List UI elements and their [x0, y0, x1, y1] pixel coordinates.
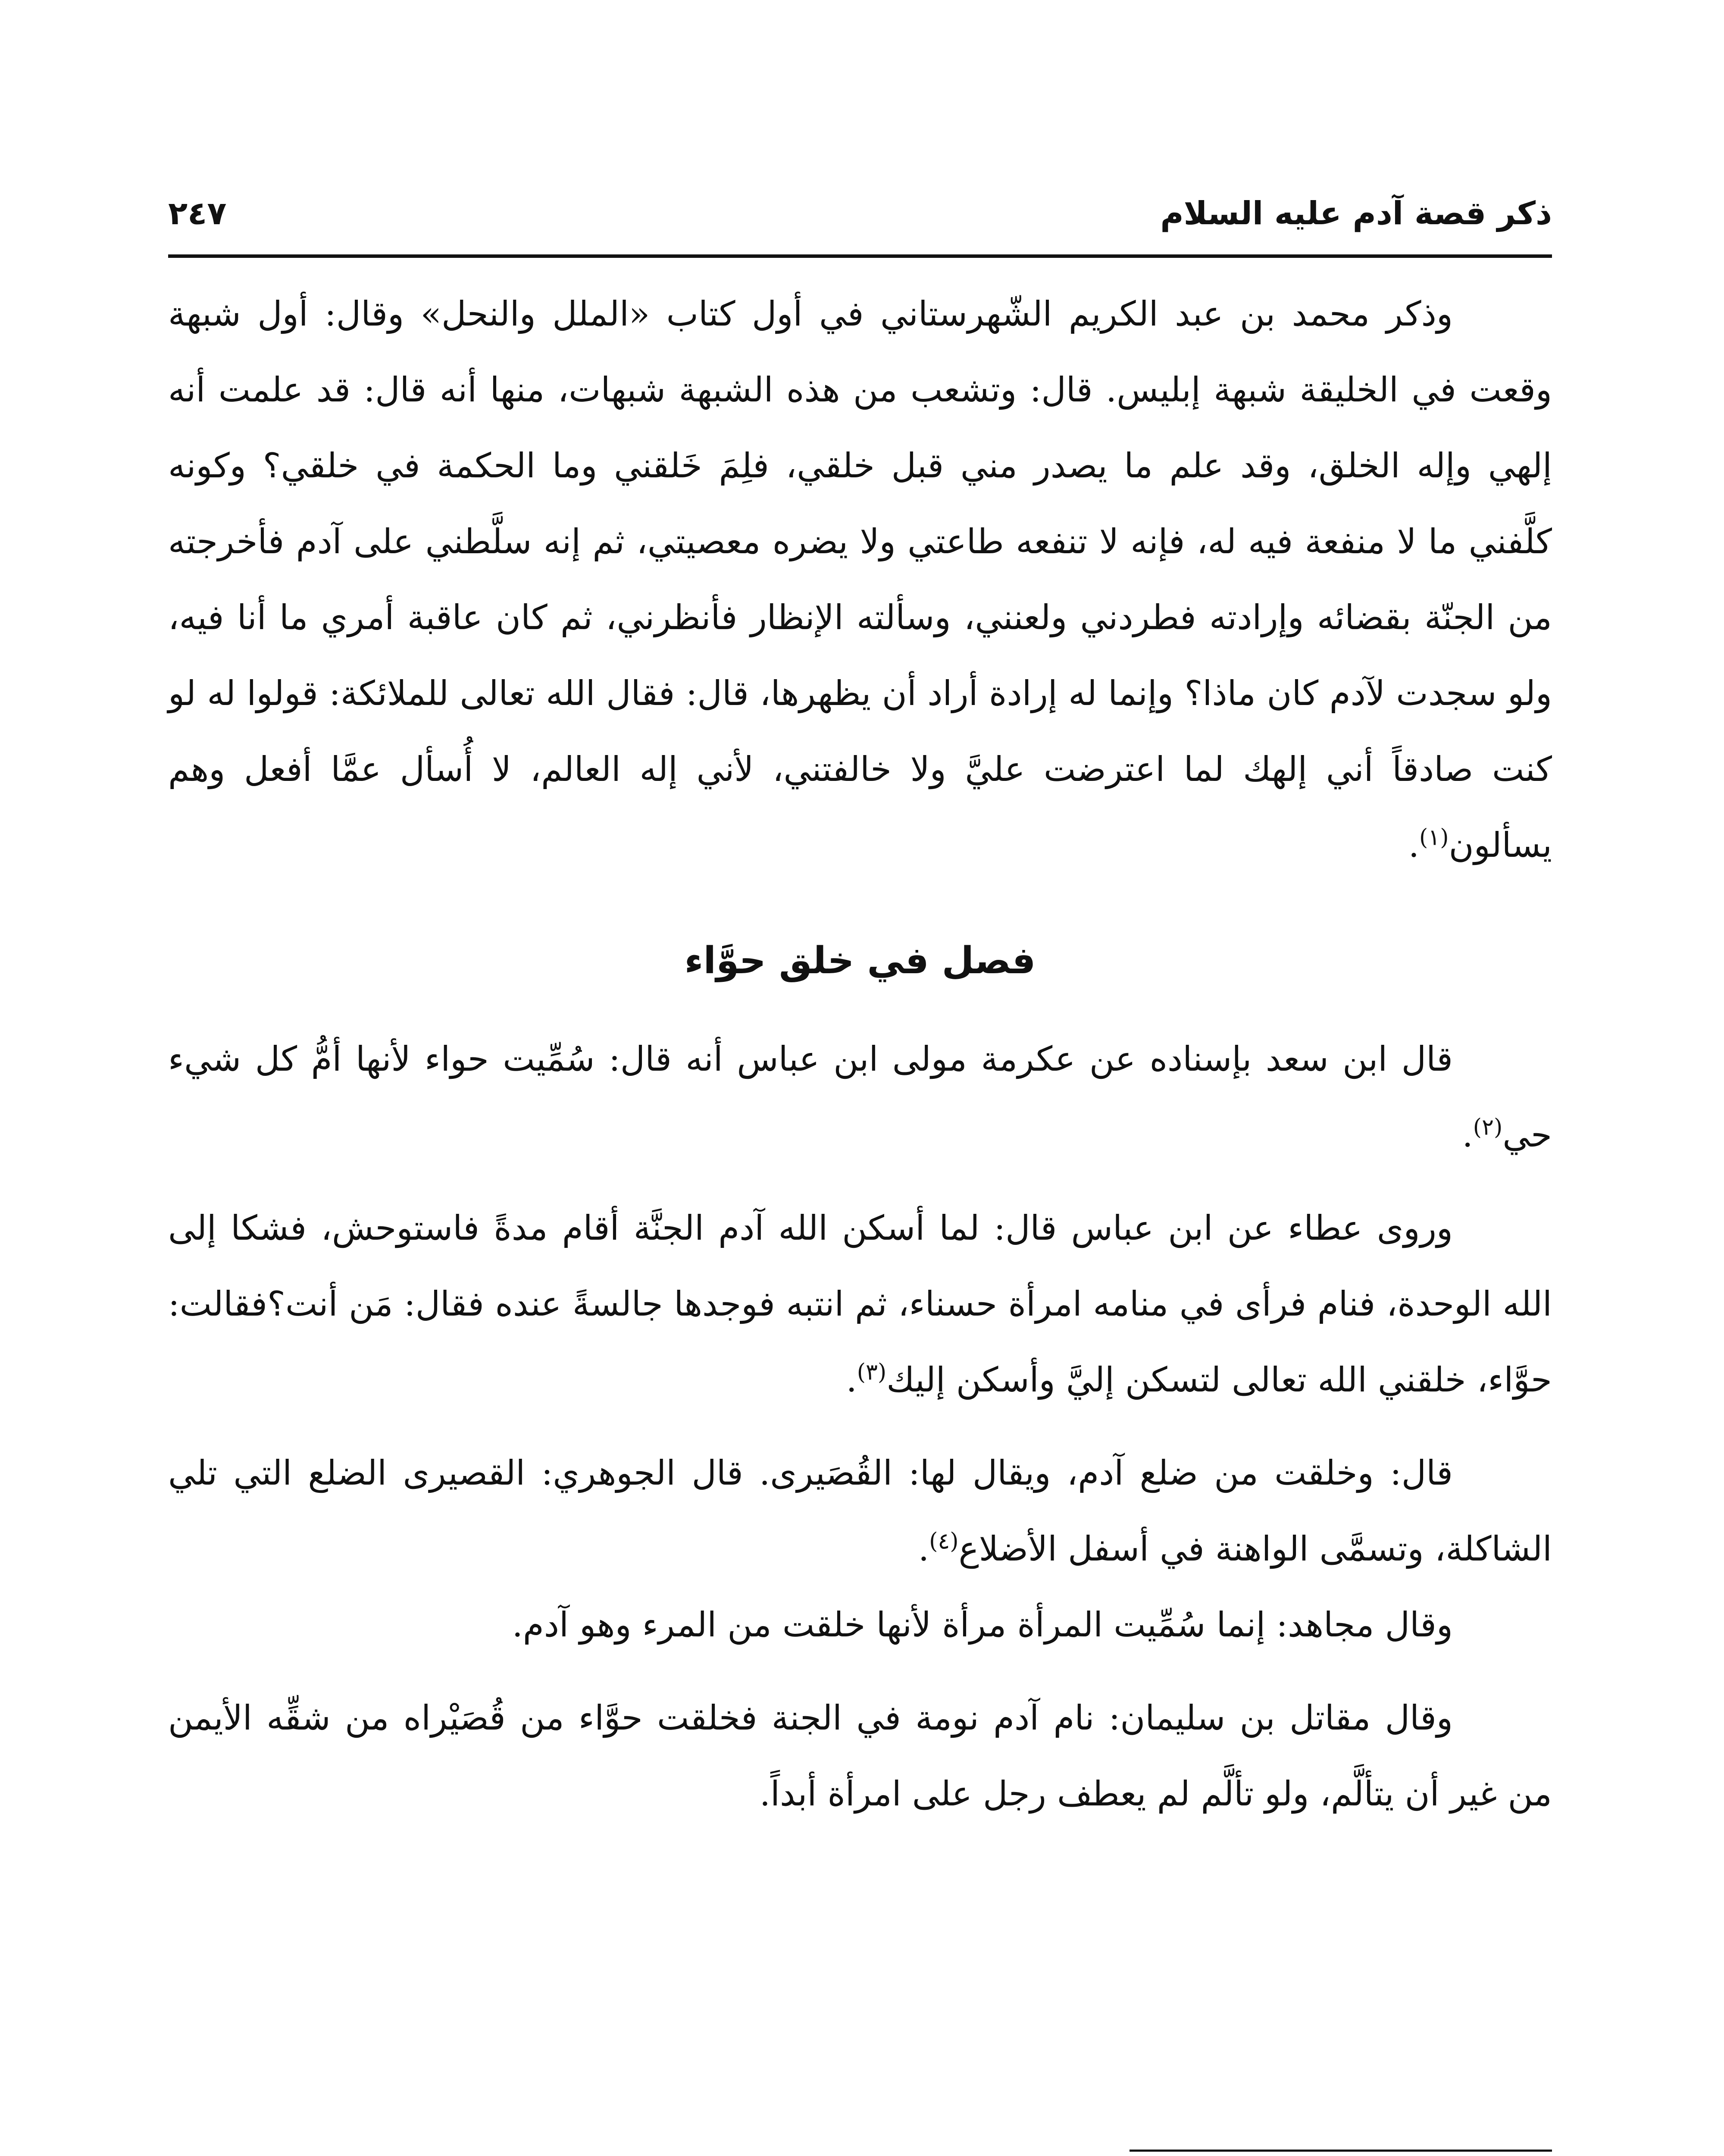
paragraph-end: .	[1462, 1115, 1473, 1155]
running-title: ذكر قصة آدم عليه السلام	[1160, 195, 1552, 232]
paragraph-end: .	[918, 1529, 929, 1569]
footnote-ref-4: (٤)	[929, 1528, 959, 1554]
paragraph-ibn-saad	[168, 1021, 1552, 1173]
paragraph-text: قال ابن سعد بإسناده عن عكرمة مولى ابن عباس أنه قال: سُمِّيت حواء لأنها أمُّ كل شيء حي	[168, 1039, 1552, 1155]
paragraph-ata	[168, 1190, 1552, 1418]
page-header	[168, 192, 1552, 261]
main-text	[168, 276, 1552, 1832]
header-divider	[168, 254, 1552, 258]
paragraph-text: وذكر محمد بن عبد الكريم الشّهرستاني في أول كتاب «الملل والنحل» وقال: أول شبهة وقعت في الخليقة شبهة إبليس. قال: وتشعب من هذه الشبهة شبهات، منها أنه قال: قد علمت أنه إلهي وإله الخلق، وقد علم ما يصدر مني قبل خلقي، فلِمَ خَلقني وما الحكمة في خلقي؟ وكونه كلَّفني ما لا منفعة فيه له، فإنه لا تنفعه طاعتي ولا يضره معصيتي، ثم إنه سلَّطني على آدم فأخرجته من الجنّة بقضائه وإرادته فطردني ولعنني، وسألته الإنظار فأنظرني، ثم كان عاقبة أمري ما أنا فيه، ولو سجدت لآدم كان ماذا؟ وإنما له إرادة أراد أن يظهرها، قال: فقال الله تعالى للملائكة: قولوا له لو كنت صادقاً أني إلهك لما اعترضت عليَّ ولا خالفتني، لأني إله العالم، لا أُسأل عمَّا أفعل وهم يسألون	[168, 294, 1552, 865]
paragraph-end: .	[1408, 825, 1420, 865]
footnote-ref-3: (٣)	[857, 1359, 887, 1385]
footnote-ref-2: (٢)	[1473, 1114, 1503, 1141]
paragraph-rib	[168, 1435, 1552, 1587]
footnote-divider	[1130, 2150, 1552, 2152]
section-heading: فصل في خلق حوَّاء	[684, 939, 1036, 982]
paragraph-shahrastani	[168, 276, 1552, 883]
paragraph-muqatil: وقال مقاتل بن سليمان: نام آدم نومة في الجنة فخلقت حوَّاء من قُصَيْراه من شقِّه الأيمن من غير أن يتألَّم، ولو تألَّم لم يعطف رجل على امرأة أبداً.	[168, 1698, 1552, 1814]
footnote-ref-1: (١)	[1419, 824, 1449, 851]
paragraph-mujahid: وقال مجاهد: إنما سُمِّيت المرأة مرأة لأنها خلقت من المرء وهو آدم.	[512, 1605, 1453, 1645]
page-number: ٢٤٧	[168, 195, 227, 232]
paragraph-end: .	[846, 1360, 857, 1400]
paragraph-text: قال: وخلقت من ضلع آدم، ويقال لها: القُصَيرى. قال الجوهري: القصيرى الضلع التي تلي الشاكلة، وتسمَّى الواهنة في أسفل الأضلاع	[168, 1453, 1552, 1569]
paragraph-text: وروى عطاء عن ابن عباس قال: لما أسكن الله آدم الجنَّة أقام مدةً فاستوحش، فشكا إلى الله الوحدة، فنام فرأى في منامه امرأة حسناء، ثم انتبه فوجدها جالسةً عنده فقال: مَن أنت؟فقالت: حوَّاء، خلقني الله تعالى لتسكن إليَّ وأسكن إليك	[168, 1208, 1552, 1400]
